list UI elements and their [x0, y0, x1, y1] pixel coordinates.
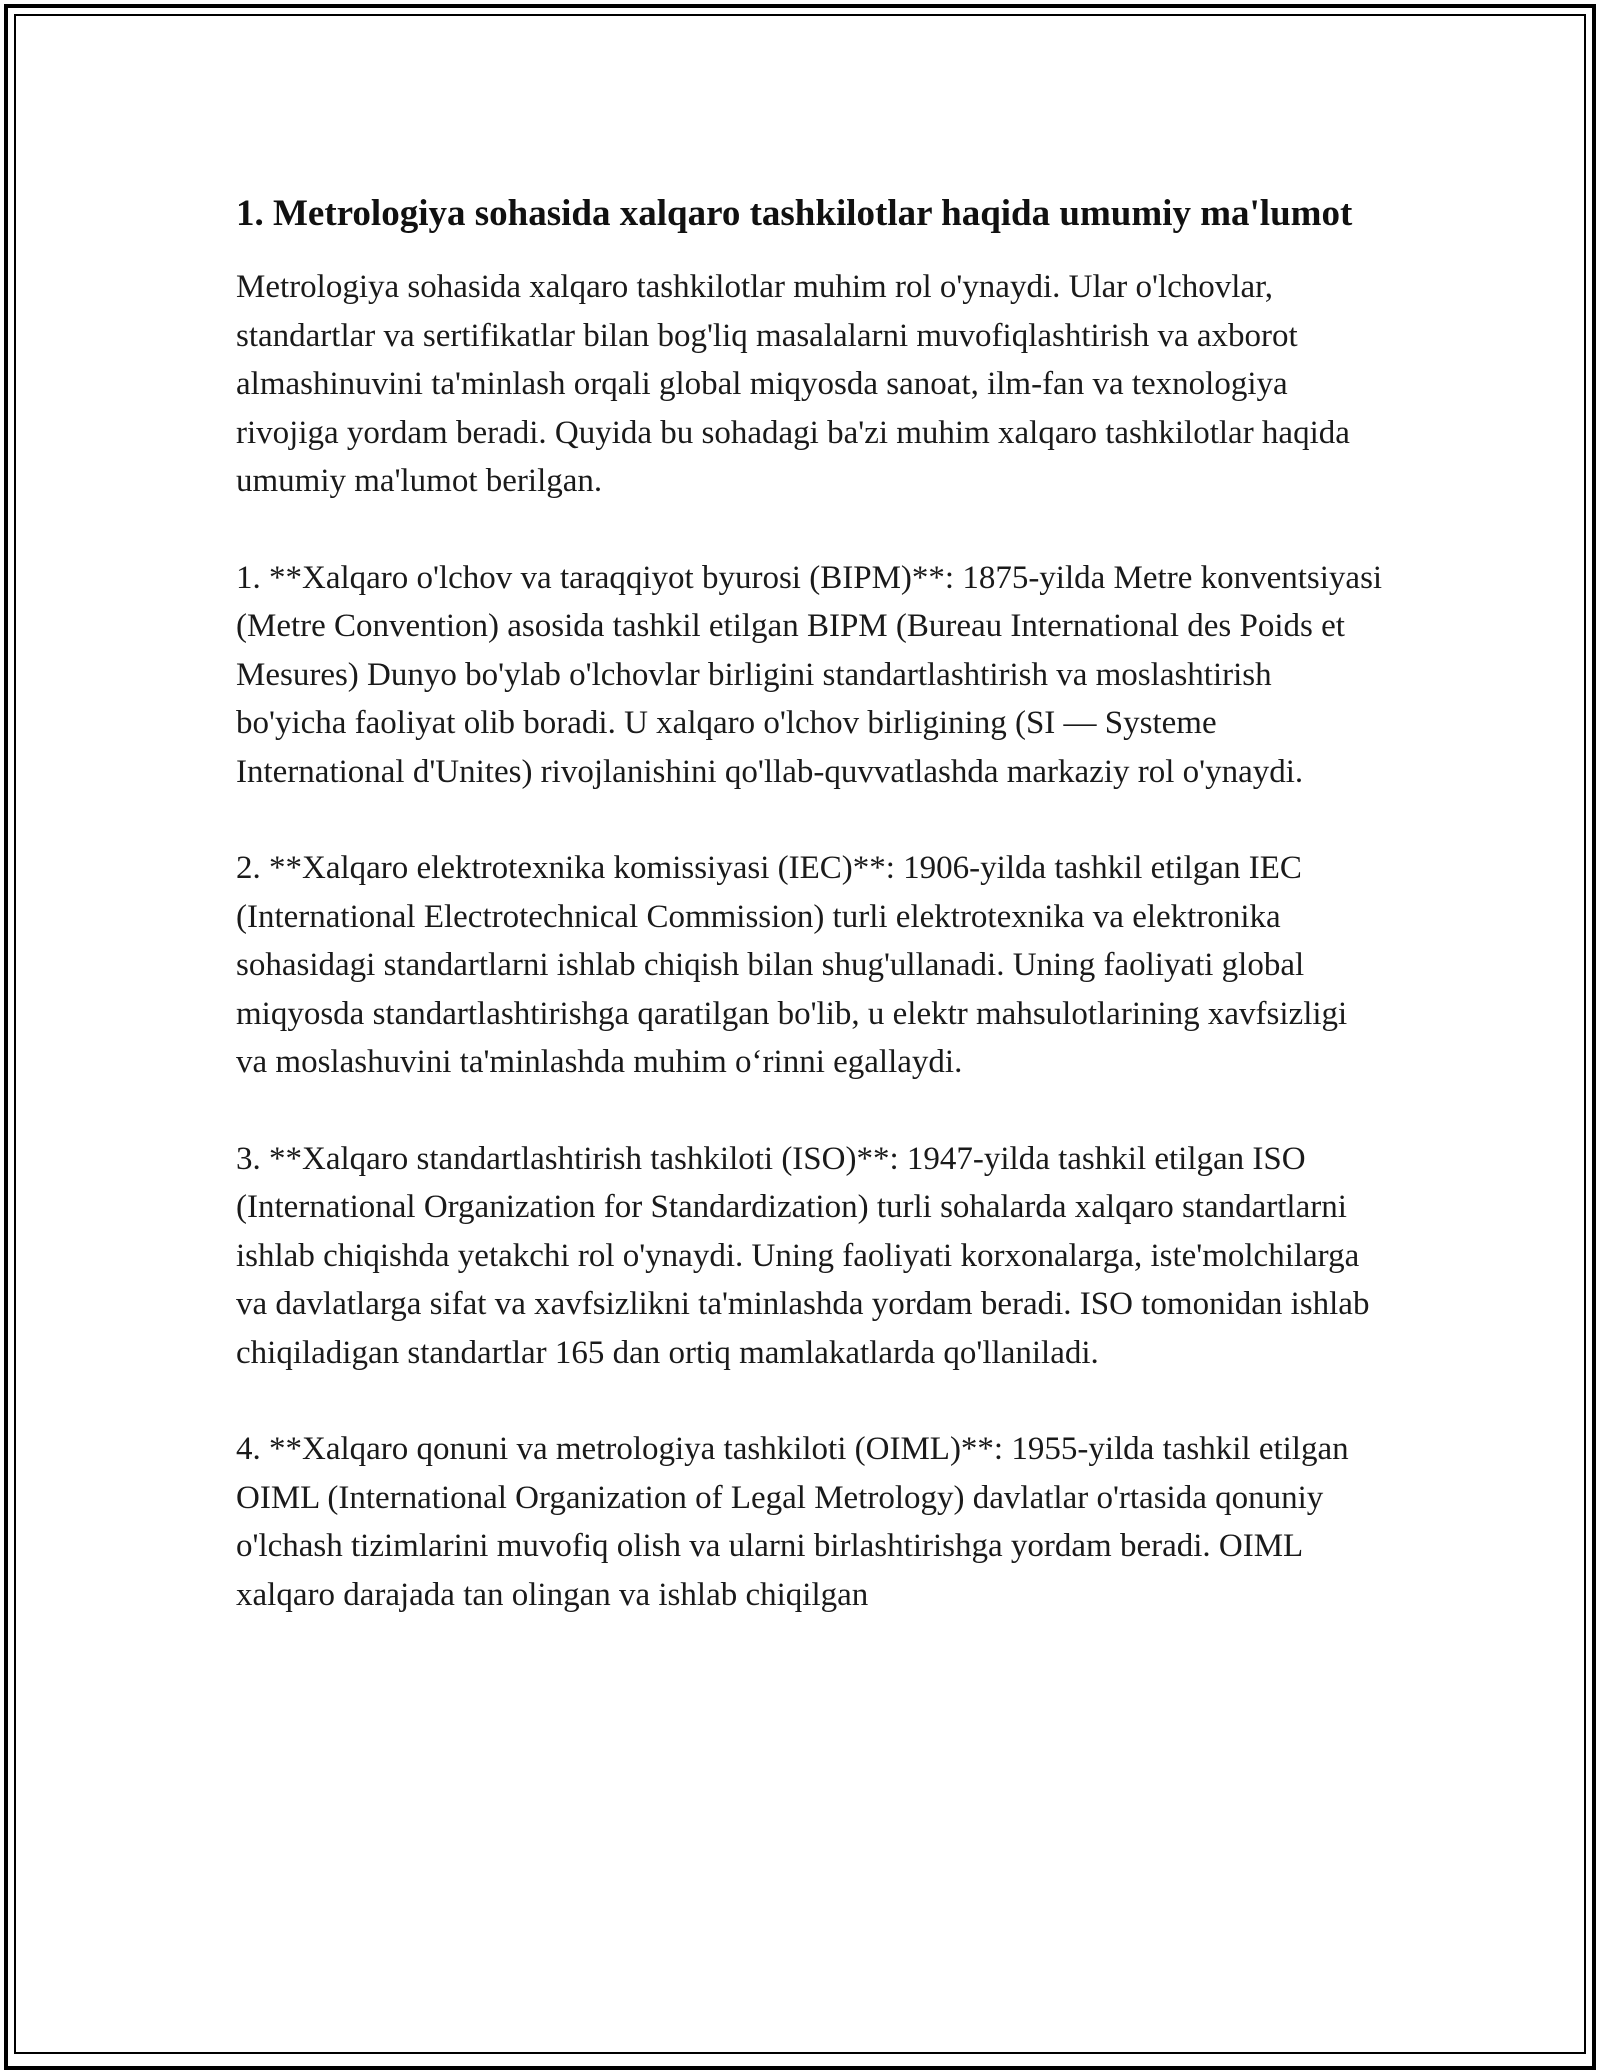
paragraph-oiml: 4. **Xalqaro qonuni va metrologiya tashkiloti (OIML)**: 1955-yilda tashkil etilgan OIML (International Organization of Legal Metrology) davlatlar o'rtasida qonuniy o'lchash tizimlarini muvofiq olish va ularni birlashtirishga yordam beradi. OIML xalqaro darajada tan olingan va ishlab chiqilgan	[236, 1431, 1349, 1613]
paragraph-bipm: 1. **Xalqaro o'lchov va taraqqiyot byurosi (BIPM)**: 1875-yilda Metre konventsiyasi (Metre Convention) asosida tashkil etilgan BIPM (Bureau International des Poids et Mesures) Dunyo bo'ylab o'lchovlar birligini standartlashtirish va moslashtirish bo'yicha faoliyat olib boradi. U xalqaro o'lchov birligining (SI — Systeme International d'Unites) rivojlanishini qo'llab-quvvatlashda markaziy rol o'ynaydi.	[236, 559, 1383, 790]
paragraph-iec: 2. **Xalqaro elektrotexnika komissiyasi (IEC)**: 1906-yilda tashkil etilgan IEC (International Electrotechnical Commission) turli elektrotexnika va elektronika sohasidagi standartlarni ishlab chiqish bilan shug'ullanadi. Uning faoliyati global miqyosda standartlashtirishga qaratilgan bo'lib, u elektr mahsulotlarining xavfsizligi va moslashuvini ta'minlashda muhim o‘rinni egallaydi.	[236, 850, 1348, 1080]
document-page	[236, 186, 1386, 1667]
intro-paragraph: Metrologiya sohasida xalqaro tashkilotlar muhim rol o'ynaydi. Ular o'lchovlar, standartlar va sertifikatlar bilan bog'liq masalalarni muvofiqlashtirish va axborot almashinuvini ta'minlash orqali global miqyosda sanoat, ilm-fan va texnologiya rivojiga yordam beradi. Quyida bu sohadagi ba'zi muhim xalqaro tashkilotlar haqida umumiy ma'lumot berilgan.	[236, 269, 1350, 499]
paragraph-iso: 3. **Xalqaro standartlashtirish tashkiloti (ISO)**: 1947-yilda tashkil etilgan ISO (International Organization for Standardization) turli sohalarda xalqaro standartlarni ishlab chiqishda yetakchi rol o'ynaydi. Uning faoliyati korxonalarga, iste'molchilarga va davlatlarga sifat va xavfsizlikni ta'minlashda yordam beradi. ISO tomonidan ishlab chiqiladigan standartlar 165 dan ortiq mamlakatlarda qo'llaniladi.	[236, 1140, 1370, 1371]
document-title: 1. Metrologiya sohasida xalqaro tashkilotlar haqida umumiy ma'lumot	[236, 193, 1353, 234]
